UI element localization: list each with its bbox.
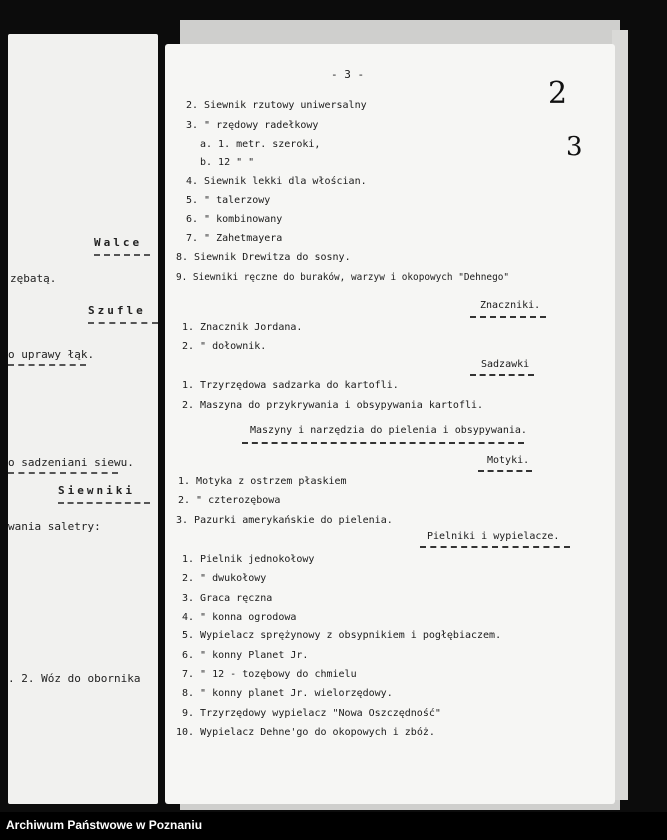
text-line: 5. Wypielacz sprężynowy z obsypnikiem i pogłębiaczem.	[182, 630, 502, 641]
handwritten-annotation-top: 2	[548, 76, 568, 111]
text-line: 9. Trzyrzędowy wypielacz "Nowa Oszczędność"	[182, 708, 441, 719]
text-line: 3. Pazurki amerykańskie do pielenia.	[176, 515, 393, 526]
footer-archive-name: Archiwum Państwowe w Poznaniu	[6, 818, 203, 832]
section-heading-znaczniki: Znaczniki.	[480, 300, 541, 311]
left-text-saletry: wania saletry:	[8, 520, 101, 533]
text-line: 10. Wypielacz Dehne'go do okopowych i zbóż.	[176, 727, 435, 738]
section-heading-sadzawki: Sadzawki	[481, 359, 530, 370]
left-text-woz: . 2. Wóz do obornika	[8, 672, 141, 685]
text-line: 1. Motyka z ostrzem płaskiem	[178, 476, 347, 487]
left-heading-walce: Walce	[94, 236, 143, 249]
text-line: 5. " talerzowy	[186, 195, 271, 206]
text-line: 2. Maszyna do przykrywania i obsypywania kartofli.	[182, 400, 484, 411]
left-text-sadzeniani: o sadzeniani siewu.	[8, 456, 134, 469]
text-line: 7. " 12 - tozębowy do chmielu	[182, 669, 357, 680]
text-line: 1. Trzyrzędowa sadzarka do kartofli.	[182, 380, 399, 391]
left-text-zebata: zębatą.	[10, 272, 57, 285]
text-line: 4. " konna ogrodowa	[182, 612, 297, 623]
left-heading-siewniki: Siewniki	[58, 484, 135, 497]
text-line: 2. Siewnik rzutowy uniwersalny	[186, 100, 367, 111]
text-line: 8. " konny planet Jr. wielorzędowy.	[182, 688, 393, 699]
text-line: a. 1. metr. szeroki,	[200, 139, 321, 150]
text-line: b. 12 " "	[200, 157, 255, 168]
text-line: 9. Siewniki ręczne do buraków, warzyw i okopowych "Dehnego"	[176, 272, 510, 283]
text-line: 7. " Zahetmayera	[186, 233, 283, 244]
left-heading-szufle: Szufle	[88, 304, 146, 317]
text-line: 4. Siewnik lekki dla włościan.	[186, 176, 367, 187]
text-line: 3. Graca ręczna	[182, 593, 273, 604]
handwritten-annotation-bottom: 3	[566, 132, 583, 162]
page-number: - 3 -	[331, 68, 365, 81]
text-line: 8. Siewnik Drewitza do sosny.	[176, 252, 351, 263]
left-page	[8, 34, 158, 804]
section-heading-motyki: Motyki.	[487, 455, 530, 466]
text-line: 1. Pielnik jednokołowy	[182, 554, 315, 565]
section-heading-maszyny: Maszyny i narzędzia do pielenia i obsypywania.	[250, 425, 527, 436]
text-line: 6. " kombinowany	[186, 214, 283, 225]
text-line: 1. Znacznik Jordana.	[182, 322, 303, 333]
section-heading-pielniki: Pielniki i wypielacze.	[427, 531, 560, 542]
text-line: 2. " dwukołowy	[182, 573, 267, 584]
text-line: 6. " konny Planet Jr.	[182, 650, 309, 661]
text-line: 2. " dołownik.	[182, 341, 267, 352]
footer-bar	[0, 812, 667, 840]
text-line: 2. " czterozębowa	[178, 495, 281, 506]
left-text-uprawy: o uprawy łąk.	[8, 348, 95, 361]
text-line: 3. " rzędowy radełkowy	[186, 120, 319, 131]
